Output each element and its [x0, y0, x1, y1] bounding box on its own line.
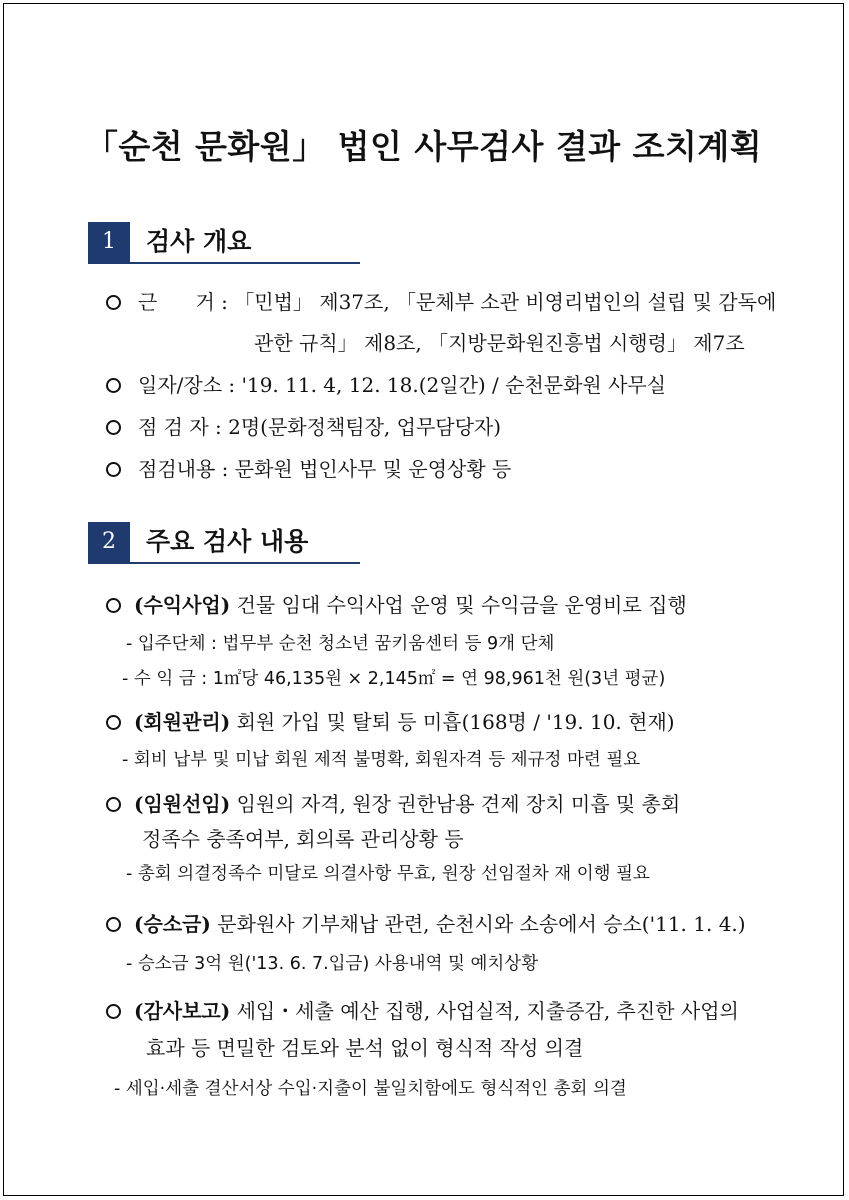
circle-bullet-icon [106, 295, 121, 310]
finding-detail: - 수 익 금 : 1㎡당 46,135원 × 2,145㎡ = 연 98,961천 원(3년 평균) [122, 669, 666, 689]
finding-detail: - 총회 의결정족수 미달로 의결사항 무효, 원장 선임절차 재 이행 필요 [126, 864, 650, 884]
item-text: 「민법」 제37조, 「문체부 소관 비영리법인의 설립 및 감독에 [234, 290, 777, 314]
finding-detail: - 입주단체 : 법무부 순천 청소년 꿈키움센터 등 9개 단체 [126, 634, 555, 654]
document-title: 「순천 문화원」 법인 사무검사 결과 조치계획 [84, 127, 763, 166]
item-label: 근 거 : [138, 290, 228, 314]
finding-tag: (수익사업) [134, 593, 231, 617]
finding-revenue [134, 591, 687, 619]
finding-text: 세입・세출 예산 집행, 사업실적, 지출증감, 추진한 사업의 [236, 999, 739, 1023]
finding-audit-report [134, 997, 739, 1025]
circle-bullet-icon [106, 917, 121, 932]
finding-text: 회원 가입 및 탈퇴 등 미흡(168명 / '19. 10. 현재) [236, 710, 675, 734]
finding-text: 건물 임대 수익사업 운영 및 수익금을 운영비로 집행 [236, 593, 687, 617]
circle-bullet-icon [106, 1004, 121, 1019]
overview-item-contents [138, 455, 511, 483]
section-title: 검사 개요 [146, 227, 252, 256]
circle-bullet-icon [106, 378, 121, 393]
finding-membership [134, 708, 675, 736]
item-text: '19. 11. 4, 12. 18.(2일간) / 순천문화원 사무실 [241, 373, 667, 397]
finding-text: 임원의 자격, 원장 권한남용 견제 장치 미흡 및 총회 [236, 792, 681, 816]
finding-detail: - 승소금 3억 원('13. 6. 7.입금) 사용내역 및 예치상황 [126, 954, 539, 974]
finding-text: 문화원사 기부채납 관련, 순천시와 소송에서 승소('11. 1. 4.) [217, 912, 746, 936]
finding-tag: (승소금) [134, 912, 211, 936]
overview-item-inspectors [138, 413, 501, 441]
item-label: 일자/장소 : [138, 373, 236, 397]
finding-detail: - 세입·세출 결산서상 수입·지출이 불일치함에도 형식적인 총회 의결 [114, 1079, 627, 1099]
section-number: 2 [88, 522, 130, 562]
document-page [3, 3, 844, 1196]
overview-item-date-place [138, 371, 666, 399]
circle-bullet-icon [106, 598, 121, 613]
section-header-2 [88, 522, 360, 564]
overview-item-basis [138, 288, 776, 316]
section-title: 주요 검사 내용 [146, 527, 309, 556]
circle-bullet-icon [106, 420, 121, 435]
overview-item-basis-continuation: 관한 규칙」 제8조, 「지방문화원진흥법 시행령」 제7조 [254, 331, 745, 355]
finding-officers [134, 790, 680, 818]
finding-lawsuit [134, 910, 746, 938]
circle-bullet-icon [106, 797, 121, 812]
finding-detail: - 회비 납부 및 미납 회원 제적 불명확, 회원자격 등 제규정 마련 필요 [122, 750, 641, 770]
finding-tag: (감사보고) [134, 999, 231, 1023]
circle-bullet-icon [106, 715, 121, 730]
finding-tag: (임원선임) [134, 792, 231, 816]
section-header-1 [88, 222, 360, 264]
item-label: 점 검 자 : [138, 415, 222, 439]
item-text: 문화원 법인사무 및 운영상황 등 [234, 457, 512, 481]
section-number: 1 [88, 222, 130, 262]
item-text: 2명(문화정책팀장, 업무담당자) [228, 415, 502, 439]
finding-tag: (회원관리) [134, 710, 231, 734]
circle-bullet-icon [106, 462, 121, 477]
finding-officers-continuation: 정족수 충족여부, 회의록 관리상황 등 [142, 827, 464, 851]
finding-audit-report-continuation: 효과 등 면밀한 검토와 분석 없이 형식적 작성 의결 [146, 1036, 584, 1060]
item-label: 점검내용 : [138, 457, 229, 481]
